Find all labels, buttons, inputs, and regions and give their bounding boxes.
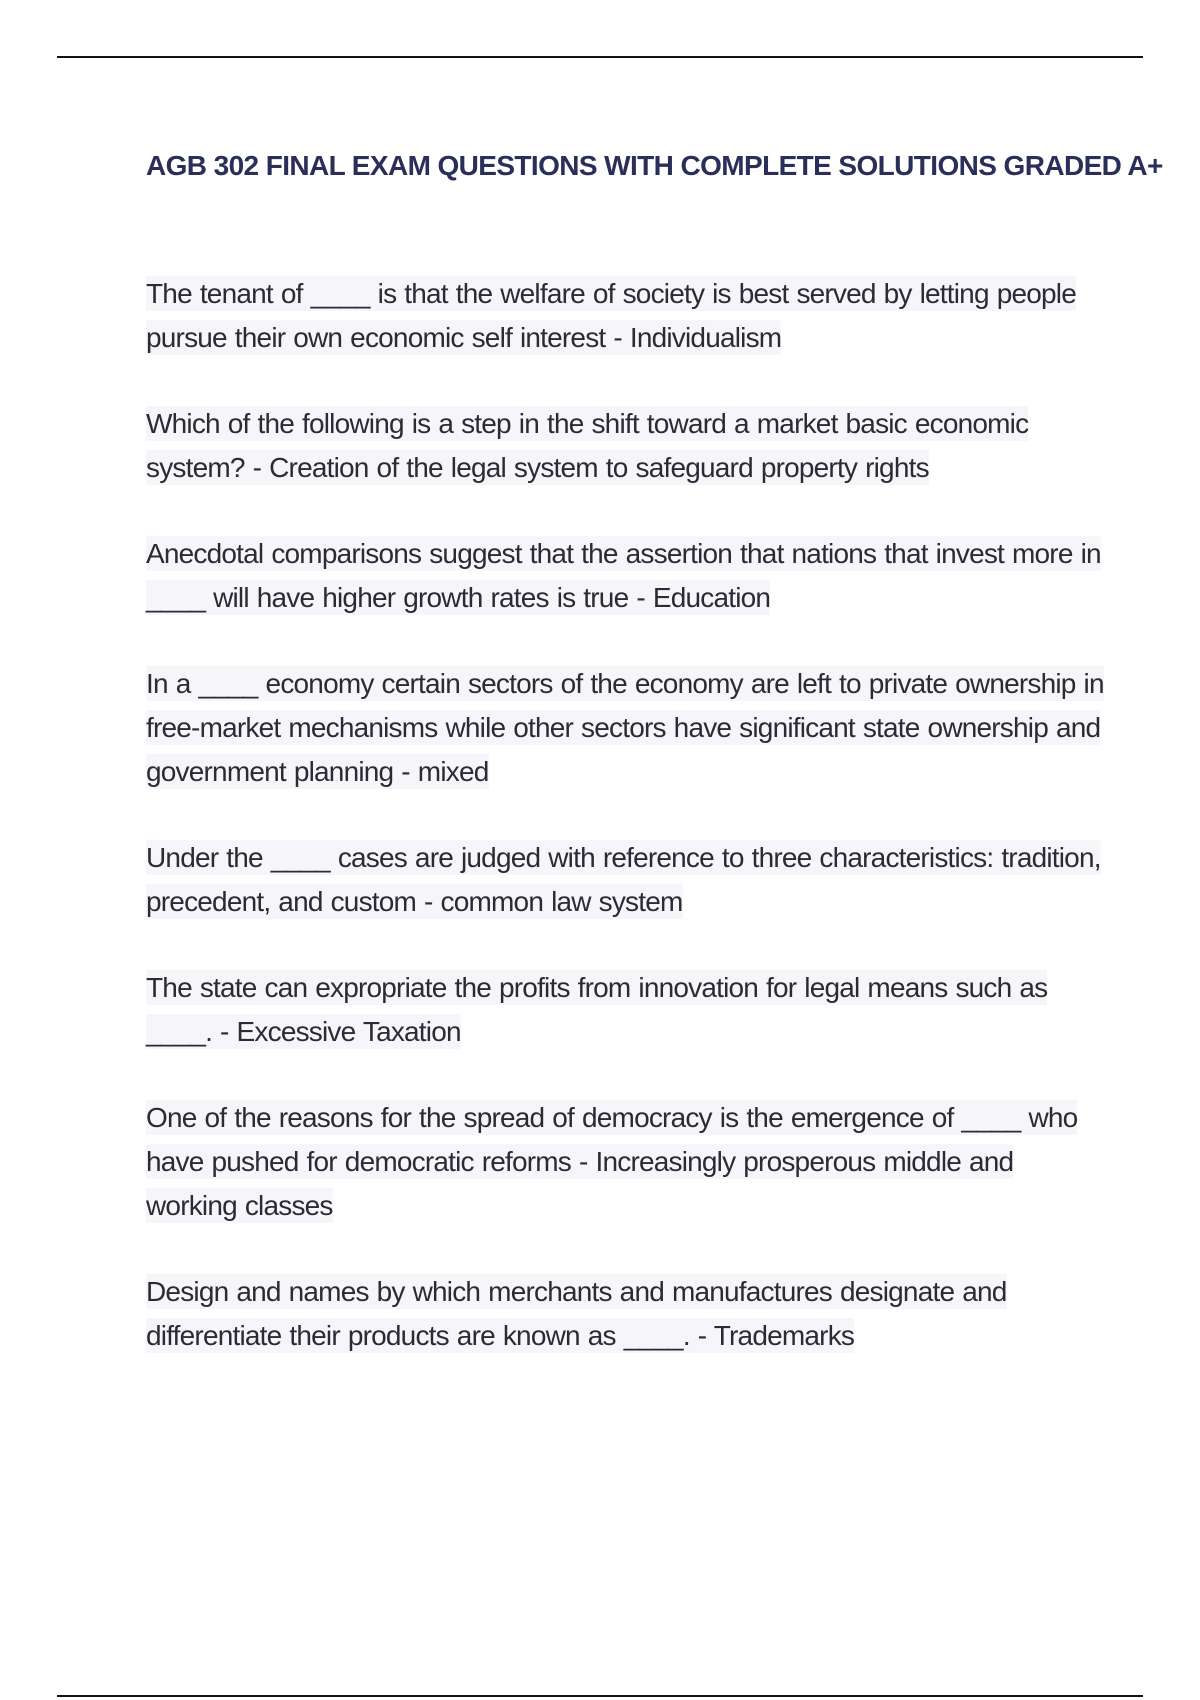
question-item	[146, 662, 1106, 794]
question-item	[146, 532, 1106, 620]
question-item	[146, 1096, 1106, 1228]
question-text: In a ____ economy certain sectors of the economy are left to private ownership in free-market mechanisms while other sectors have significant state ownership and government planning - mixed	[146, 668, 1104, 787]
question-text: Which of the following is a step in the shift toward a market basic economic system? - Creation of the legal system to safeguard property rights	[146, 408, 1029, 483]
question-text: Design and names by which merchants and manufactures designate and differentiate their products are known as ____. - Trademarks	[146, 1276, 1007, 1351]
question-text: Anecdotal comparisons suggest that the assertion that nations that invest more in ____ will have higher growth rates is true - Education	[146, 538, 1101, 613]
question-item	[146, 272, 1106, 360]
question-text: The tenant of ____ is that the welfare of society is best served by letting people pursue their own economic self interest - Individualism	[146, 278, 1076, 353]
document-title: AGB 302 FINAL EXAM QUESTIONS WITH COMPLETE SOLUTIONS GRADED A+	[146, 150, 1163, 181]
question-item	[146, 1270, 1106, 1358]
question-item	[146, 966, 1106, 1054]
question-text: The state can expropriate the profits from innovation for legal means such as ____. - Excessive Taxation	[146, 972, 1048, 1047]
question-list	[146, 272, 1106, 1400]
top-rule	[57, 56, 1143, 58]
question-item	[146, 402, 1106, 490]
bottom-rule	[57, 1695, 1143, 1697]
question-text: Under the ____ cases are judged with reference to three characteristics: tradition, precedent, and custom - common law system	[146, 842, 1101, 917]
question-item	[146, 836, 1106, 924]
question-text: One of the reasons for the spread of democracy is the emergence of ____ who have pushed for democratic reforms - Increasingly prosperous middle and working classes	[146, 1102, 1078, 1221]
